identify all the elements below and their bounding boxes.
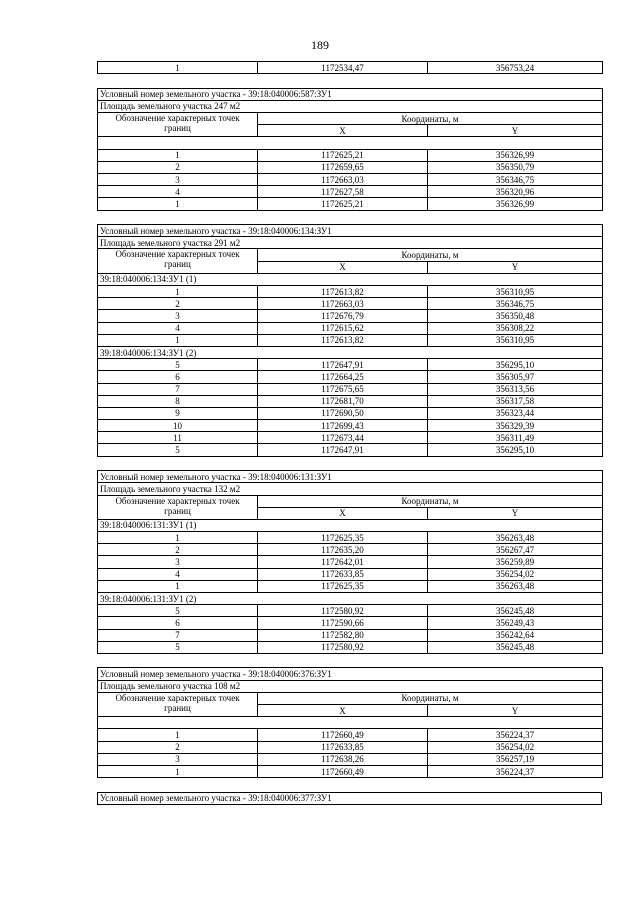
y-cell: 356254,02	[428, 741, 603, 753]
table-row	[98, 629, 603, 641]
point-header-line: границ	[164, 123, 191, 134]
block-gap	[97, 211, 602, 225]
y-cell: 356346,75	[428, 174, 603, 186]
x-cell: 1172613,82	[258, 334, 428, 346]
y-cell: 356245,48	[428, 605, 603, 617]
table-row	[98, 532, 603, 544]
point-header	[98, 113, 258, 137]
parcel-title: Условный номер земельного участка - 39:18:040006:587:ЗУ1	[98, 88, 603, 100]
group-label: 39:18:040006:134:ЗУ1 (2)	[98, 346, 603, 358]
point-cell: 5	[98, 359, 258, 371]
parcel-table	[97, 667, 603, 778]
y-cell: 356326,99	[428, 198, 603, 210]
x-cell: 1172638,26	[258, 753, 428, 765]
point-cell: 3	[98, 753, 258, 765]
x-cell: 1172590,66	[258, 617, 428, 629]
group-row	[98, 593, 603, 605]
y-cell: 356753,24	[428, 62, 603, 74]
group-row	[98, 137, 603, 149]
parcel-blocks	[97, 74, 602, 778]
point-header	[98, 249, 258, 273]
group-label: 39:18:040006:131:ЗУ1 (1)	[98, 519, 603, 531]
point-cell: 5	[98, 641, 258, 653]
y-cell: 356224,37	[428, 765, 603, 777]
y-cell: 356295,10	[428, 444, 603, 456]
parcel-area: Площадь земельного участка 247 м2	[98, 100, 603, 112]
y-header: Y	[428, 705, 603, 717]
table-row	[98, 322, 603, 334]
y-header: Y	[428, 125, 603, 137]
table-row	[98, 359, 603, 371]
point-cell: 1	[98, 580, 258, 592]
x-cell: 1172633,85	[258, 568, 428, 580]
point-cell: 7	[98, 383, 258, 395]
y-cell: 356224,37	[428, 729, 603, 741]
header-row	[98, 113, 603, 125]
point-header-line: Обозначение характерных точек	[115, 692, 240, 703]
table-row	[98, 161, 603, 173]
group-label	[98, 137, 603, 149]
point-cell: 9	[98, 407, 258, 419]
y-cell: 356326,99	[428, 149, 603, 161]
parcel-table	[97, 470, 603, 654]
table-row	[98, 198, 603, 210]
y-cell: 356311,49	[428, 432, 603, 444]
trailing-table	[97, 792, 602, 805]
y-cell: 356308,22	[428, 322, 603, 334]
y-cell: 356267,47	[428, 544, 603, 556]
point-cell: 1	[98, 286, 258, 298]
point-cell: 4	[98, 568, 258, 580]
coords-header: Координаты, м	[258, 495, 603, 507]
group-label	[98, 717, 603, 729]
point-cell: 10	[98, 420, 258, 432]
x-cell: 1172675,65	[258, 383, 428, 395]
table-row	[98, 383, 603, 395]
parcel-area: Площадь земельного участка 291 м2	[98, 237, 603, 249]
page-number: 189	[311, 38, 329, 52]
table-row	[98, 225, 603, 237]
x-cell: 1172627,58	[258, 186, 428, 198]
parcel-table	[97, 224, 603, 457]
x-cell: 1172615,62	[258, 322, 428, 334]
block-gap	[97, 778, 602, 792]
coords-header: Координаты, м	[258, 692, 603, 704]
point-header-line: границ	[164, 702, 191, 713]
table-row	[98, 765, 603, 777]
y-cell: 356329,39	[428, 420, 603, 432]
point-cell: 5	[98, 444, 258, 456]
point-cell: 1	[98, 149, 258, 161]
point-header-line: Обозначение характерных точек	[115, 113, 240, 124]
x-cell: 1172699,43	[258, 420, 428, 432]
table-row	[98, 100, 603, 112]
x-cell: 1172580,92	[258, 641, 428, 653]
parcel-title: Условный номер земельного участка - 39:18:040006:377:ЗУ1	[98, 792, 602, 804]
table-row	[98, 680, 603, 692]
coordinates-document	[97, 61, 602, 805]
table-row	[98, 420, 603, 432]
table-row	[98, 310, 603, 322]
point-header-line: Обозначение характерных точек	[115, 495, 240, 506]
point-header-line: границ	[164, 259, 191, 270]
table-row	[98, 471, 603, 483]
group-row	[98, 273, 603, 285]
block-gap	[97, 74, 602, 88]
point-header	[98, 692, 258, 716]
table-row	[98, 741, 603, 753]
y-cell: 356245,48	[428, 641, 603, 653]
group-row	[98, 346, 603, 358]
point-cell: 1	[98, 532, 258, 544]
point-cell: 2	[98, 161, 258, 173]
y-cell: 356320,96	[428, 186, 603, 198]
header-row	[98, 692, 603, 704]
group-label: 39:18:040006:134:ЗУ1 (1)	[98, 273, 603, 285]
point-cell: 1	[98, 334, 258, 346]
point-cell: 1	[98, 198, 258, 210]
parcel-table	[97, 88, 603, 211]
x-cell: 1172625,21	[258, 149, 428, 161]
table-row	[98, 174, 603, 186]
x-cell: 1172625,35	[258, 580, 428, 592]
table-row	[98, 88, 603, 100]
y-cell: 356257,19	[428, 753, 603, 765]
x-header: X	[258, 507, 428, 519]
point-cell: 3	[98, 174, 258, 186]
table-row	[98, 395, 603, 407]
table-row	[98, 556, 603, 568]
y-cell: 356317,58	[428, 395, 603, 407]
point-cell: 1	[98, 729, 258, 741]
point-cell: 3	[98, 310, 258, 322]
table-row	[98, 580, 603, 592]
x-cell: 1172613,82	[258, 286, 428, 298]
continuation-table	[97, 61, 603, 74]
table-row	[98, 483, 603, 495]
table-row	[98, 371, 603, 383]
table-row	[98, 237, 603, 249]
y-cell: 356263,48	[428, 580, 603, 592]
y-cell: 356310,95	[428, 334, 603, 346]
point-cell: 11	[98, 432, 258, 444]
x-header: X	[258, 705, 428, 717]
parcel-title: Условный номер земельного участка - 39:18:040006:376:ЗУ1	[98, 668, 603, 680]
x-cell: 1172647,91	[258, 444, 428, 456]
y-cell: 356323,44	[428, 407, 603, 419]
point-cell: 5	[98, 605, 258, 617]
y-cell: 356305,97	[428, 371, 603, 383]
table-row	[98, 62, 603, 74]
x-cell: 1172642,01	[258, 556, 428, 568]
x-cell: 1172647,91	[258, 359, 428, 371]
x-cell: 1172660,49	[258, 765, 428, 777]
x-cell: 1172659,65	[258, 161, 428, 173]
table-row	[98, 334, 603, 346]
y-cell: 356254,02	[428, 568, 603, 580]
x-cell: 1172663,03	[258, 298, 428, 310]
table-row	[98, 617, 603, 629]
y-cell: 356346,75	[428, 298, 603, 310]
coords-header: Координаты, м	[258, 113, 603, 125]
header-row	[98, 495, 603, 507]
y-cell: 356310,95	[428, 286, 603, 298]
table-row	[98, 668, 603, 680]
y-cell: 356249,43	[428, 617, 603, 629]
y-cell: 356242,64	[428, 629, 603, 641]
parcel-title: Условный номер земельного участка - 39:18:040006:134:ЗУ1	[98, 225, 603, 237]
y-cell: 356350,48	[428, 310, 603, 322]
table-row	[98, 544, 603, 556]
y-cell: 356313,56	[428, 383, 603, 395]
point-cell: 8	[98, 395, 258, 407]
x-cell: 1172635,20	[258, 544, 428, 556]
point-cell: 3	[98, 556, 258, 568]
header-row	[98, 249, 603, 261]
point-cell: 1	[98, 765, 258, 777]
table-row	[98, 432, 603, 444]
y-header: Y	[428, 507, 603, 519]
x-cell: 1172664,25	[258, 371, 428, 383]
table-row	[98, 407, 603, 419]
table-row	[98, 753, 603, 765]
table-row	[98, 186, 603, 198]
x-cell: 1172660,49	[258, 729, 428, 741]
y-cell: 356259,89	[428, 556, 603, 568]
y-cell: 356295,10	[428, 359, 603, 371]
x-cell: 1172690,50	[258, 407, 428, 419]
table-row	[98, 298, 603, 310]
point-header-line: Обозначение характерных точек	[115, 249, 240, 260]
x-cell: 1172681,70	[258, 395, 428, 407]
point-cell: 1	[98, 62, 258, 74]
table-row	[98, 641, 603, 653]
x-cell: 1172676,79	[258, 310, 428, 322]
point-cell: 6	[98, 371, 258, 383]
y-header: Y	[428, 261, 603, 273]
table-row	[98, 444, 603, 456]
parcel-area: Площадь земельного участка 108 м2	[98, 680, 603, 692]
point-header-line: границ	[164, 505, 191, 516]
x-cell: 1172633,85	[258, 741, 428, 753]
point-cell: 4	[98, 186, 258, 198]
x-cell: 1172663,03	[258, 174, 428, 186]
x-cell: 1172580,92	[258, 605, 428, 617]
table-row	[98, 605, 603, 617]
point-cell: 2	[98, 298, 258, 310]
point-header	[98, 495, 258, 519]
table-row	[98, 286, 603, 298]
x-header: X	[258, 125, 428, 137]
block-gap	[97, 457, 602, 471]
table-row	[98, 729, 603, 741]
x-cell: 1172582,80	[258, 629, 428, 641]
x-cell: 1172625,35	[258, 532, 428, 544]
block-gap	[97, 654, 602, 668]
parcel-title: Условный номер земельного участка - 39:18:040006:131:ЗУ1	[98, 471, 603, 483]
x-cell: 1172534,47	[258, 62, 428, 74]
group-row	[98, 717, 603, 729]
x-cell: 1172625,21	[258, 198, 428, 210]
table-row	[98, 568, 603, 580]
point-cell: 6	[98, 617, 258, 629]
point-cell: 2	[98, 741, 258, 753]
table-row	[98, 149, 603, 161]
y-cell: 356350,79	[428, 161, 603, 173]
x-cell: 1172673,44	[258, 432, 428, 444]
point-cell: 2	[98, 544, 258, 556]
point-cell: 4	[98, 322, 258, 334]
coords-header: Координаты, м	[258, 249, 603, 261]
group-row	[98, 519, 603, 531]
parcel-area: Площадь земельного участка 132 м2	[98, 483, 603, 495]
table-row	[98, 792, 602, 804]
y-cell: 356263,48	[428, 532, 603, 544]
group-label: 39:18:040006:131:ЗУ1 (2)	[98, 593, 603, 605]
x-header: X	[258, 261, 428, 273]
point-cell: 7	[98, 629, 258, 641]
